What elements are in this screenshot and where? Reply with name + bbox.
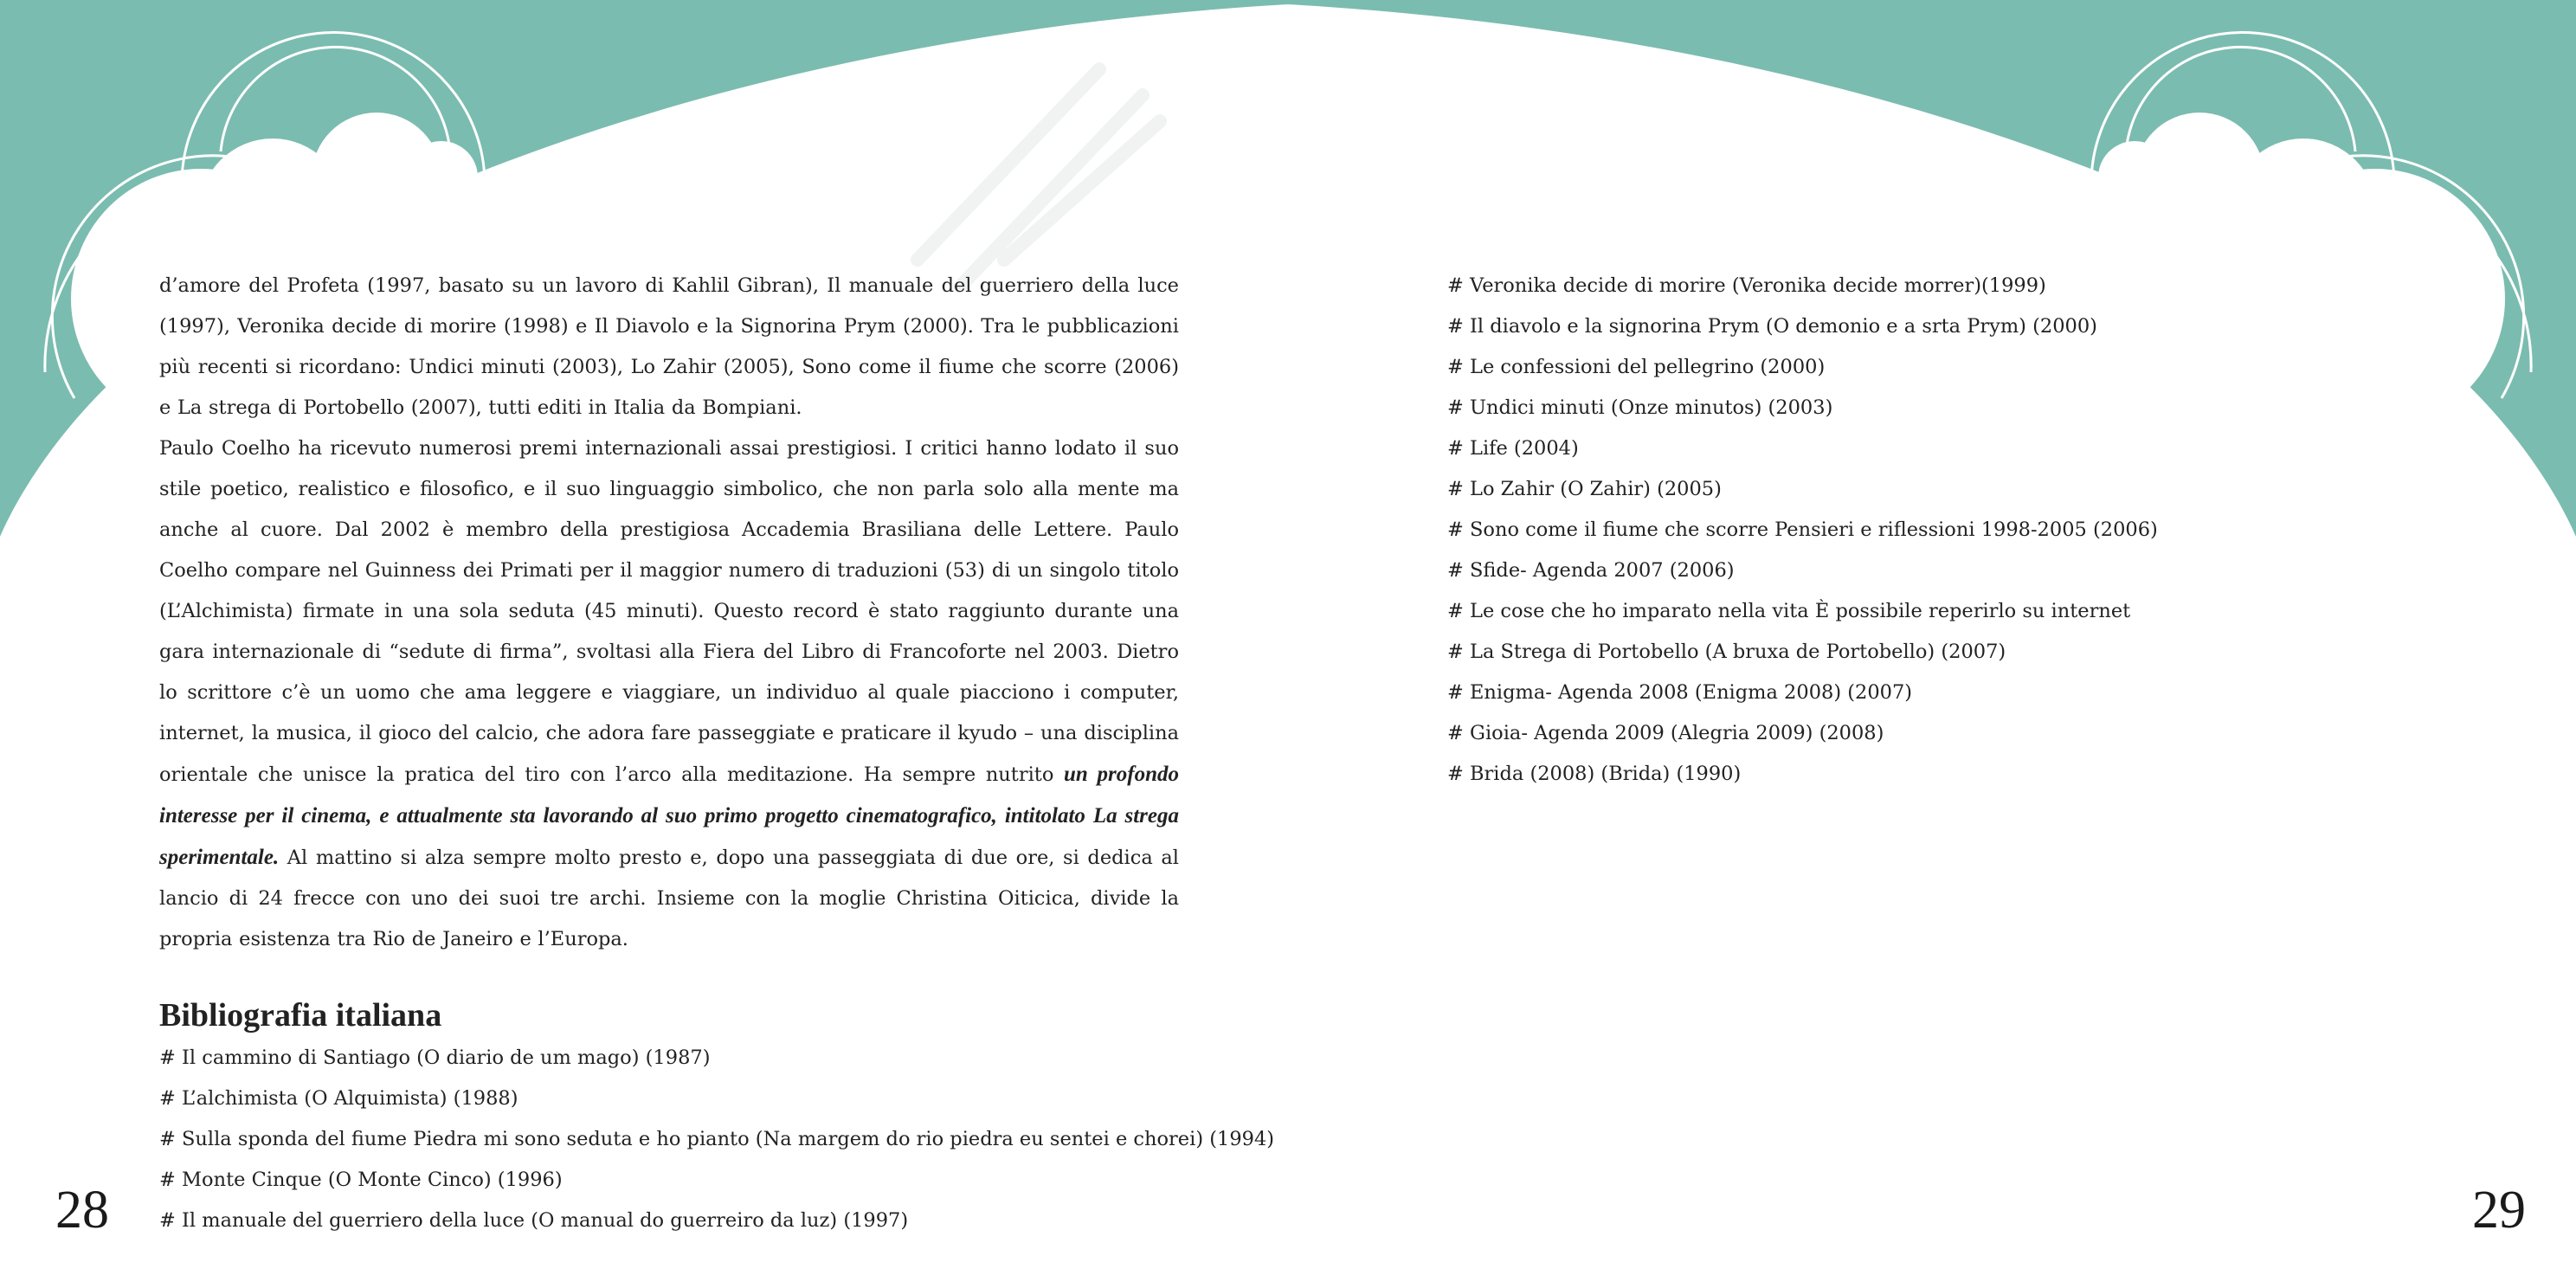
bibliography-item: # Sfide- Agenda 2007 (2006) xyxy=(1447,559,1735,582)
bibliography-item: # Monte Cinque (O Monte Cinco) (1996) xyxy=(159,1169,563,1191)
bibliography-item: # Il manuale del guerriero della luce (O manual do guerreiro da luz) (1997) xyxy=(159,1209,909,1232)
paragraph-2-text-end: Al mattino si alza sempre molto presto e, dopo una passeggiata di due ore, si dedica al lancio di 24 frecce con uno dei suoi tre archi. Insieme con la moglie Christina Oiticica, divide la propria esistenza tra Rio de Janeiro e l’Europa. xyxy=(159,847,1179,950)
bibliography-item: # Life (2004) xyxy=(1447,437,1579,460)
page-number-right: 29 xyxy=(2472,1181,2526,1240)
bibliography-item: # Enigma- Agenda 2008 (Enigma 2008) (2007) xyxy=(1447,681,1913,704)
bibliography-item: # Il diavolo e la signorina Prym (O demonio e a srta Prym) (2000) xyxy=(1447,315,2097,338)
page-number-left: 28 xyxy=(55,1181,109,1240)
paragraph-2-emphasis: un profondo interesse per il cinema, e attualmente sta lavorando al suo primo progetto cinematografico, intitolato La strega sperimentale. xyxy=(159,763,1180,869)
bibliography-list-left xyxy=(159,1038,1275,1241)
section-heading: Bibliografia italiana xyxy=(159,997,442,1034)
bibliography-list-right xyxy=(1447,266,2467,795)
bibliography-item: # Il cammino di Santiago (O diario de um mago) (1987) xyxy=(159,1046,711,1069)
paragraph-1: d’amore del Profeta (1997, basato su un lavoro di Kahlil Gibran), Il manuale del guerriero della luce (1997), Veronika decide di morire (1998) e Il Diavolo e la Signorina Prym (2000). Tra le pubblicazioni più recenti si ricordano: Undici minuti (2003), Lo Zahir (2005), Sono come il fiume che scorre (2006) e La strega di Portobello (2007), tutti editi in Italia da Bompiani. xyxy=(159,274,1179,419)
bibliography-item: # Gioia- Agenda 2009 (Alegria 2009) (2008) xyxy=(1447,722,1884,744)
bibliography-item: # Undici minuti (Onze minutos) (2003) xyxy=(1447,396,1833,419)
bibliography-item: # Lo Zahir (O Zahir) (2005) xyxy=(1447,478,1722,500)
bibliography-item: # Sono come il fiume che scorre Pensieri e riflessioni 1998-2005 (2006) xyxy=(1447,518,2158,541)
bibliography-item: # Sulla sponda del fiume Piedra mi sono seduta e ho pianto (Na margem do rio piedra eu sentei e chorei) (1994) xyxy=(159,1128,1275,1150)
bibliography-item: # L’alchimista (O Alquimista) (1988) xyxy=(159,1087,518,1110)
bibliography-item: # Le cose che ho imparato nella vita È possibile reperirlo su internet xyxy=(1447,600,2131,622)
bibliography-item: # Brida (2008) (Brida) (1990) xyxy=(1447,763,1742,785)
bibliography-item: # Veronika decide di morire (Veronika decide morrer)(1999) xyxy=(1447,274,2046,297)
paragraph-2-text: Paulo Coelho ha ricevuto numerosi premi internazionali assai prestigiosi. I critici hanno lodato il suo stile poetico, realistico e filosofico, e il suo linguaggio simbolico, che non parla solo alla mente ma anche al cuore. Dal 2002 è membro della prestigiosa Accademia Brasiliana delle Lettere. Paulo Coelho compare nel Guinness dei Primati per il maggior numero di traduzioni (53) di un singolo titolo (L’Alchimista) firmate in una sola seduta (45 minuti). Questo record è stato raggiunto durante una gara internazionale di “sedute di firma”, svoltasi alla Fiera del Libro di Francoforte nel 2003. Dietro lo scrittore c’è un uomo che ama leggere e viaggiare, un individuo al quale piacciono i computer, internet, la musica, il gioco del calcio, che adora fare passeggiate e praticare il kyudo – una disciplina orientale che unisce la pratica del tiro con l’arco alla meditazione. Ha sempre nutrito xyxy=(159,437,1179,786)
right-page-column xyxy=(1447,266,2467,795)
paragraph-2 xyxy=(159,428,1179,960)
bibliography-item: # La Strega di Portobello (A bruxa de Portobello) (2007) xyxy=(1447,641,2006,663)
bibliography-item: # Le confessioni del pellegrino (2000) xyxy=(1447,356,1826,378)
watermark-strokes xyxy=(918,69,1160,286)
left-page-column xyxy=(159,266,1275,1241)
